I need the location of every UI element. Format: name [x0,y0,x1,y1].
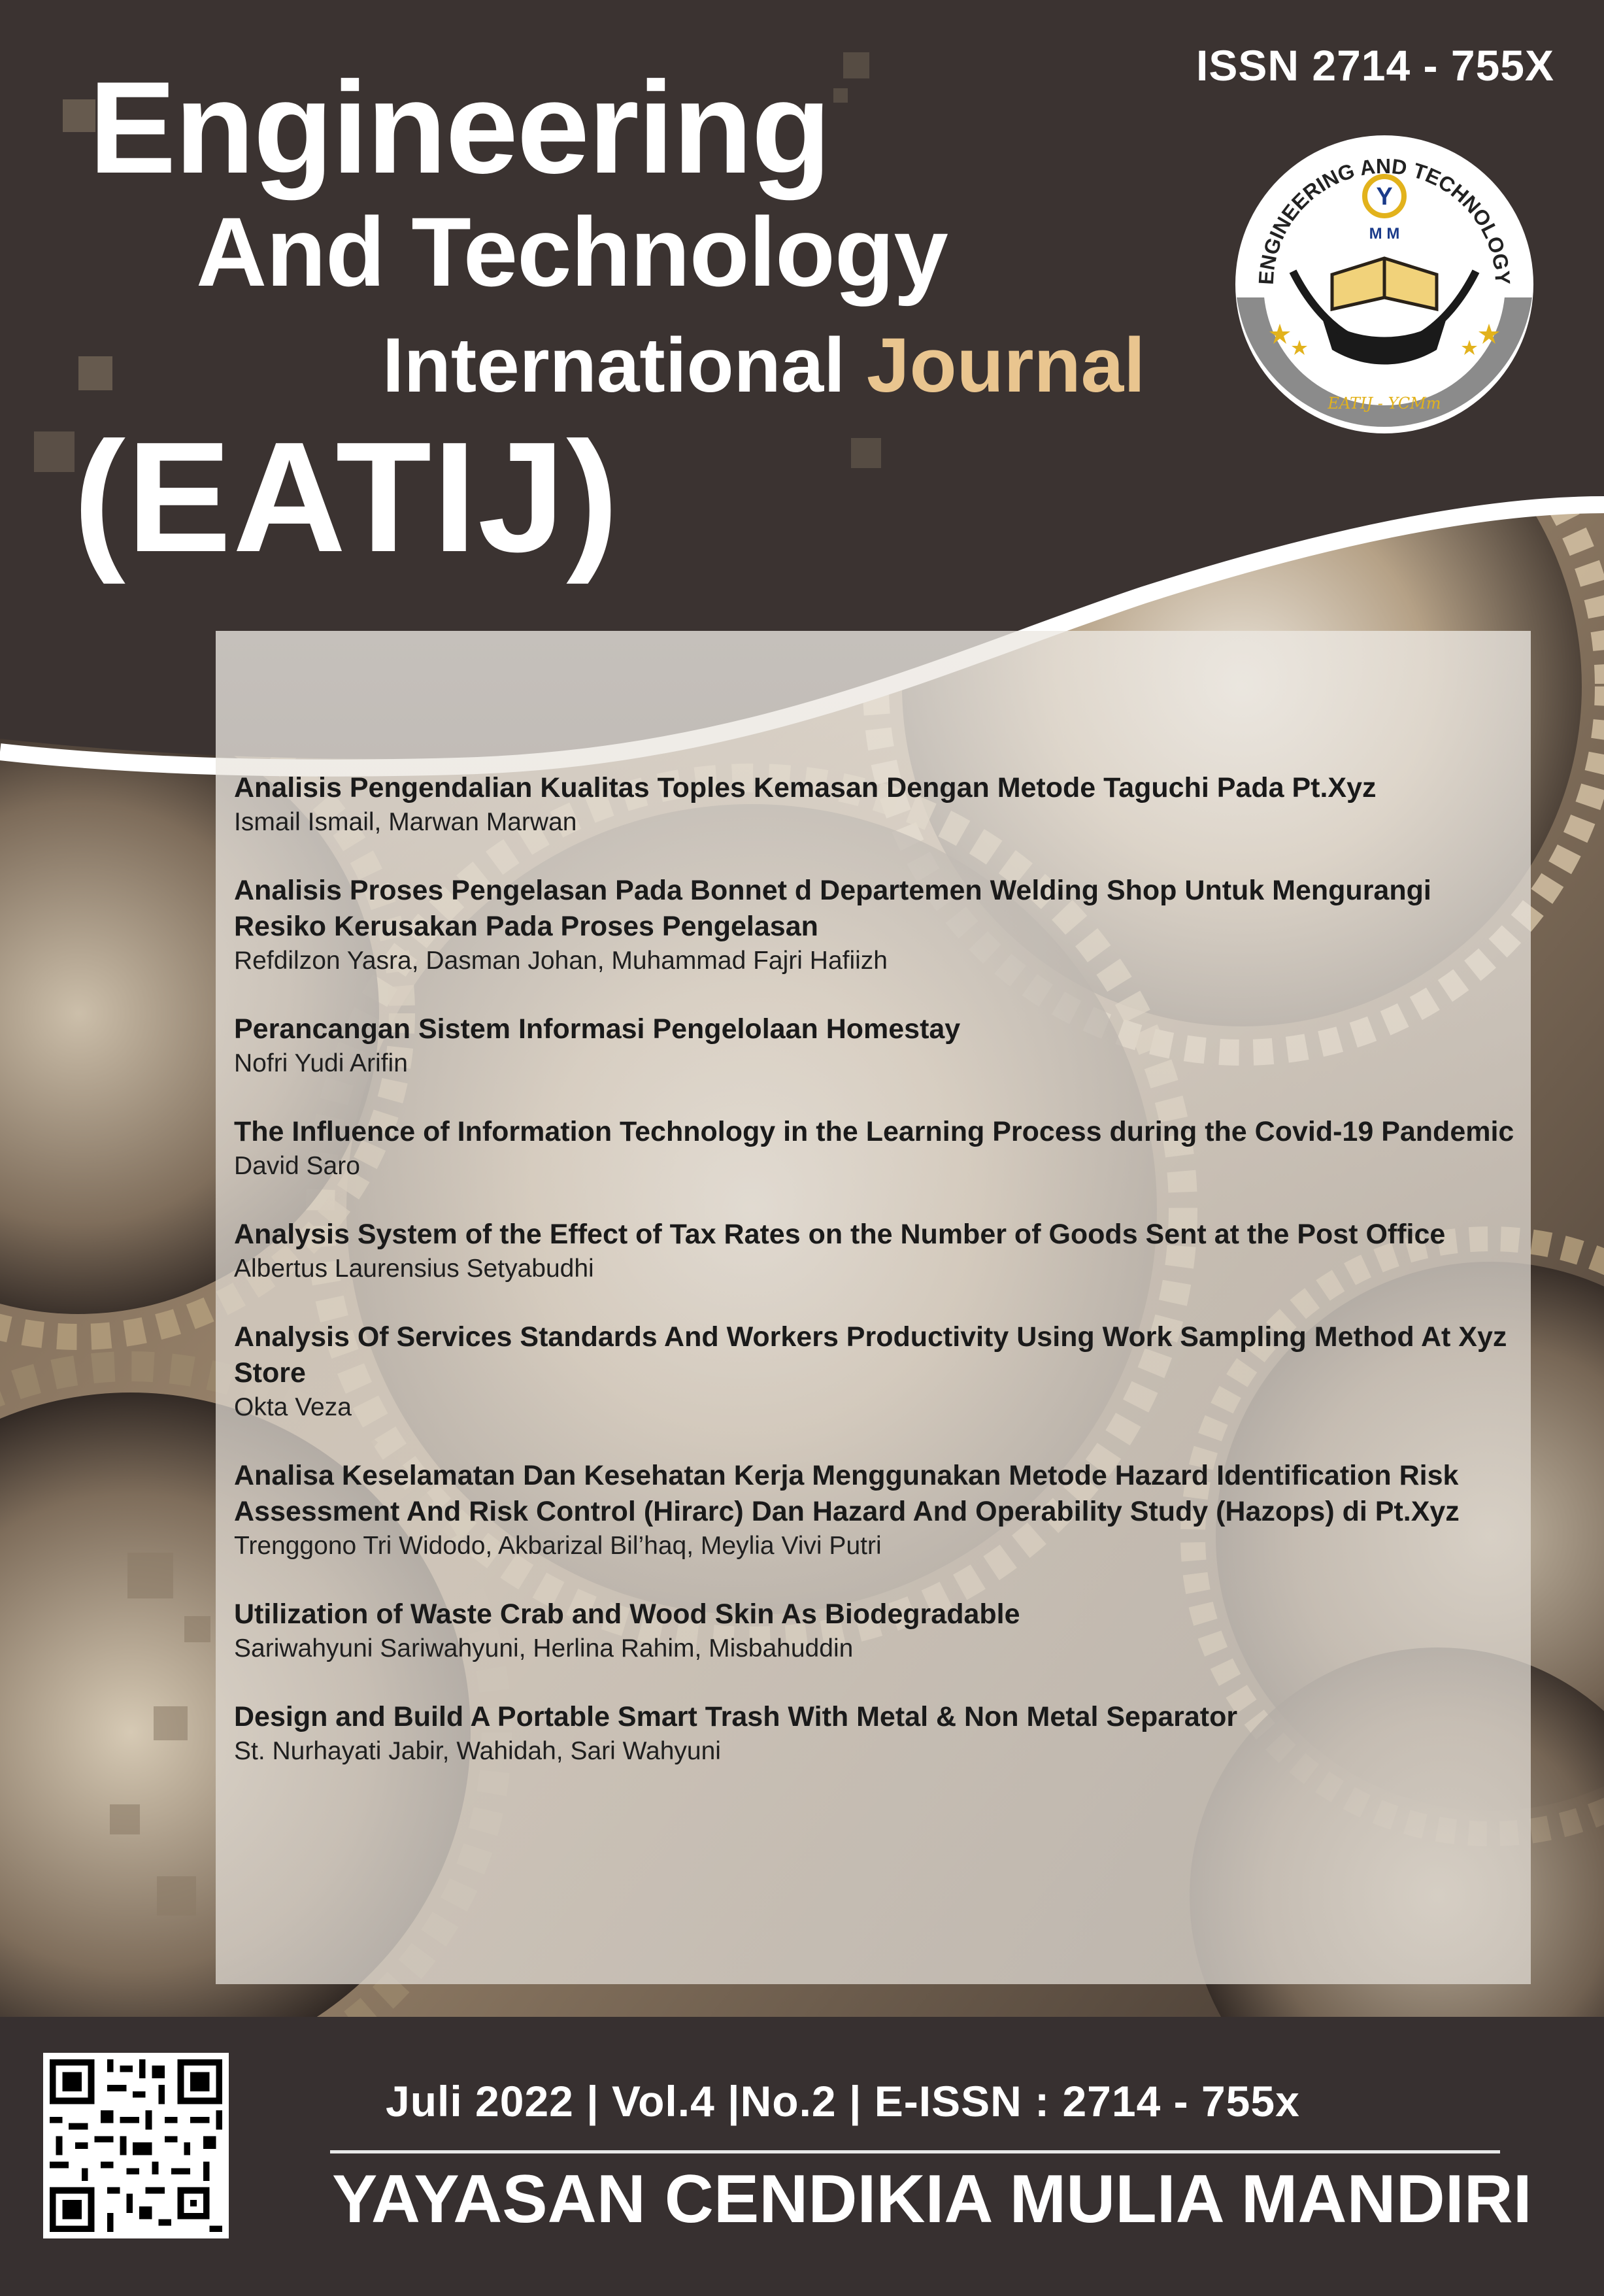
article-authors: Trenggono Tri Widodo, Akbarizal Bil’haq, Meylia Vivi Putri [234,1532,882,1560]
publisher-name: YAYASAN CENDIKIA MULIA MANDIRI [332,2161,1532,2237]
journal-logo [1228,134,1540,435]
table-of-contents [234,770,1528,1802]
decorative-square [851,438,881,468]
article-title: Design and Build A Portable Smart Trash With Metal & Non Metal Separator [234,1701,1238,1732]
article-title: Analysis Of Services Standards And Workers Productivity Using Work Sampling Method At Xyz Store [234,1321,1507,1389]
article-authors: Ismail Ismail, Marwan Marwan [234,808,577,836]
journal-acronym: (EATIJ) [73,409,620,584]
article-title: Analisis Pengendalian Kualitas Toples Kemasan Dengan Metode Taguchi Pada Pt.Xyz [234,772,1377,803]
article-authors: David Saro [234,1152,360,1180]
decorative-square [833,88,848,103]
list-item [234,1217,1528,1285]
qr-code[interactable] [43,2053,229,2238]
journal-title-international: International [382,322,846,409]
article-title: Analysis System of the Effect of Tax Rates on the Number of Goods Sent at the Post Office [234,1219,1446,1250]
list-item [234,1114,1528,1183]
article-authors: Albertus Laurensius Setyabudhi [234,1255,594,1283]
article-authors: Sariwahyuni Sariwahyuni, Herlina Rahim, Misbahuddin [234,1634,854,1663]
journal-title-line1: Engineering [89,55,830,201]
svg-text:ENGINEERING AND TECHNOLOGY: ENGINEERING AND TECHNOLOGY [1254,154,1515,286]
decorative-square [34,431,75,472]
footer-divider [330,2150,1500,2153]
journal-title-line3 [382,322,1146,409]
article-title: Perancangan Sistem Informasi Pengelolaan Homestay [234,1013,961,1045]
article-title: The Influence of Information Technology in the Learning Process during the Covid-19 Pandemic [234,1116,1514,1147]
decorative-square [78,356,112,390]
svg-text:EATIJ - YCMm: EATIJ - YCMm [1328,394,1441,413]
svg-text:Y: Y [1376,183,1393,211]
journal-title-line2: And Technology [196,197,948,307]
article-authors: Okta Veza [234,1393,352,1421]
article-authors: Refdilzon Yasra, Dasman Johan, Muhammad Fajri Hafiizh [234,947,888,975]
article-authors: St. Nurhayati Jabir, Wahidah, Sari Wahyuni [234,1737,721,1765]
decorative-square [184,1616,210,1642]
journal-title-journal: Journal [866,322,1146,409]
issue-meta: Juli 2022 | Vol.4 |No.2 | E-ISSN : 2714 - 755x [386,2077,1300,2125]
list-item [234,873,1528,977]
list-item [234,1699,1528,1768]
decorative-square [127,1553,173,1598]
article-title: Analisis Proses Pengelasan Pada Bonnet d Departemen Welding Shop Untuk Mengurangi Resiko Kerusakan Pada Proses Pengelasan [234,875,1431,942]
article-authors: Nofri Yudi Arifin [234,1049,408,1077]
list-item [234,1011,1528,1080]
cover-footer [0,2017,1604,2296]
list-item [234,1319,1528,1424]
decorative-square [843,52,869,78]
issn-label: ISSN 2714 - 755X [1196,41,1554,90]
decorative-square [154,1706,188,1740]
list-item [234,1596,1528,1665]
article-title: Analisa Keselamatan Dan Kesehatan Kerja Menggunakan Metode Hazard Identification Risk Assessment And Risk Control (Hirarc) Dan Hazard And Operability Study (Hazops) di Pt.Xyz [234,1460,1460,1527]
decorative-square [110,1804,140,1834]
list-item [234,1458,1528,1562]
svg-text:M M: M M [1369,225,1400,243]
list-item [234,770,1528,839]
decorative-square [157,1876,196,1916]
article-title: Utilization of Waste Crab and Wood Skin As Biodegradable [234,1598,1020,1630]
